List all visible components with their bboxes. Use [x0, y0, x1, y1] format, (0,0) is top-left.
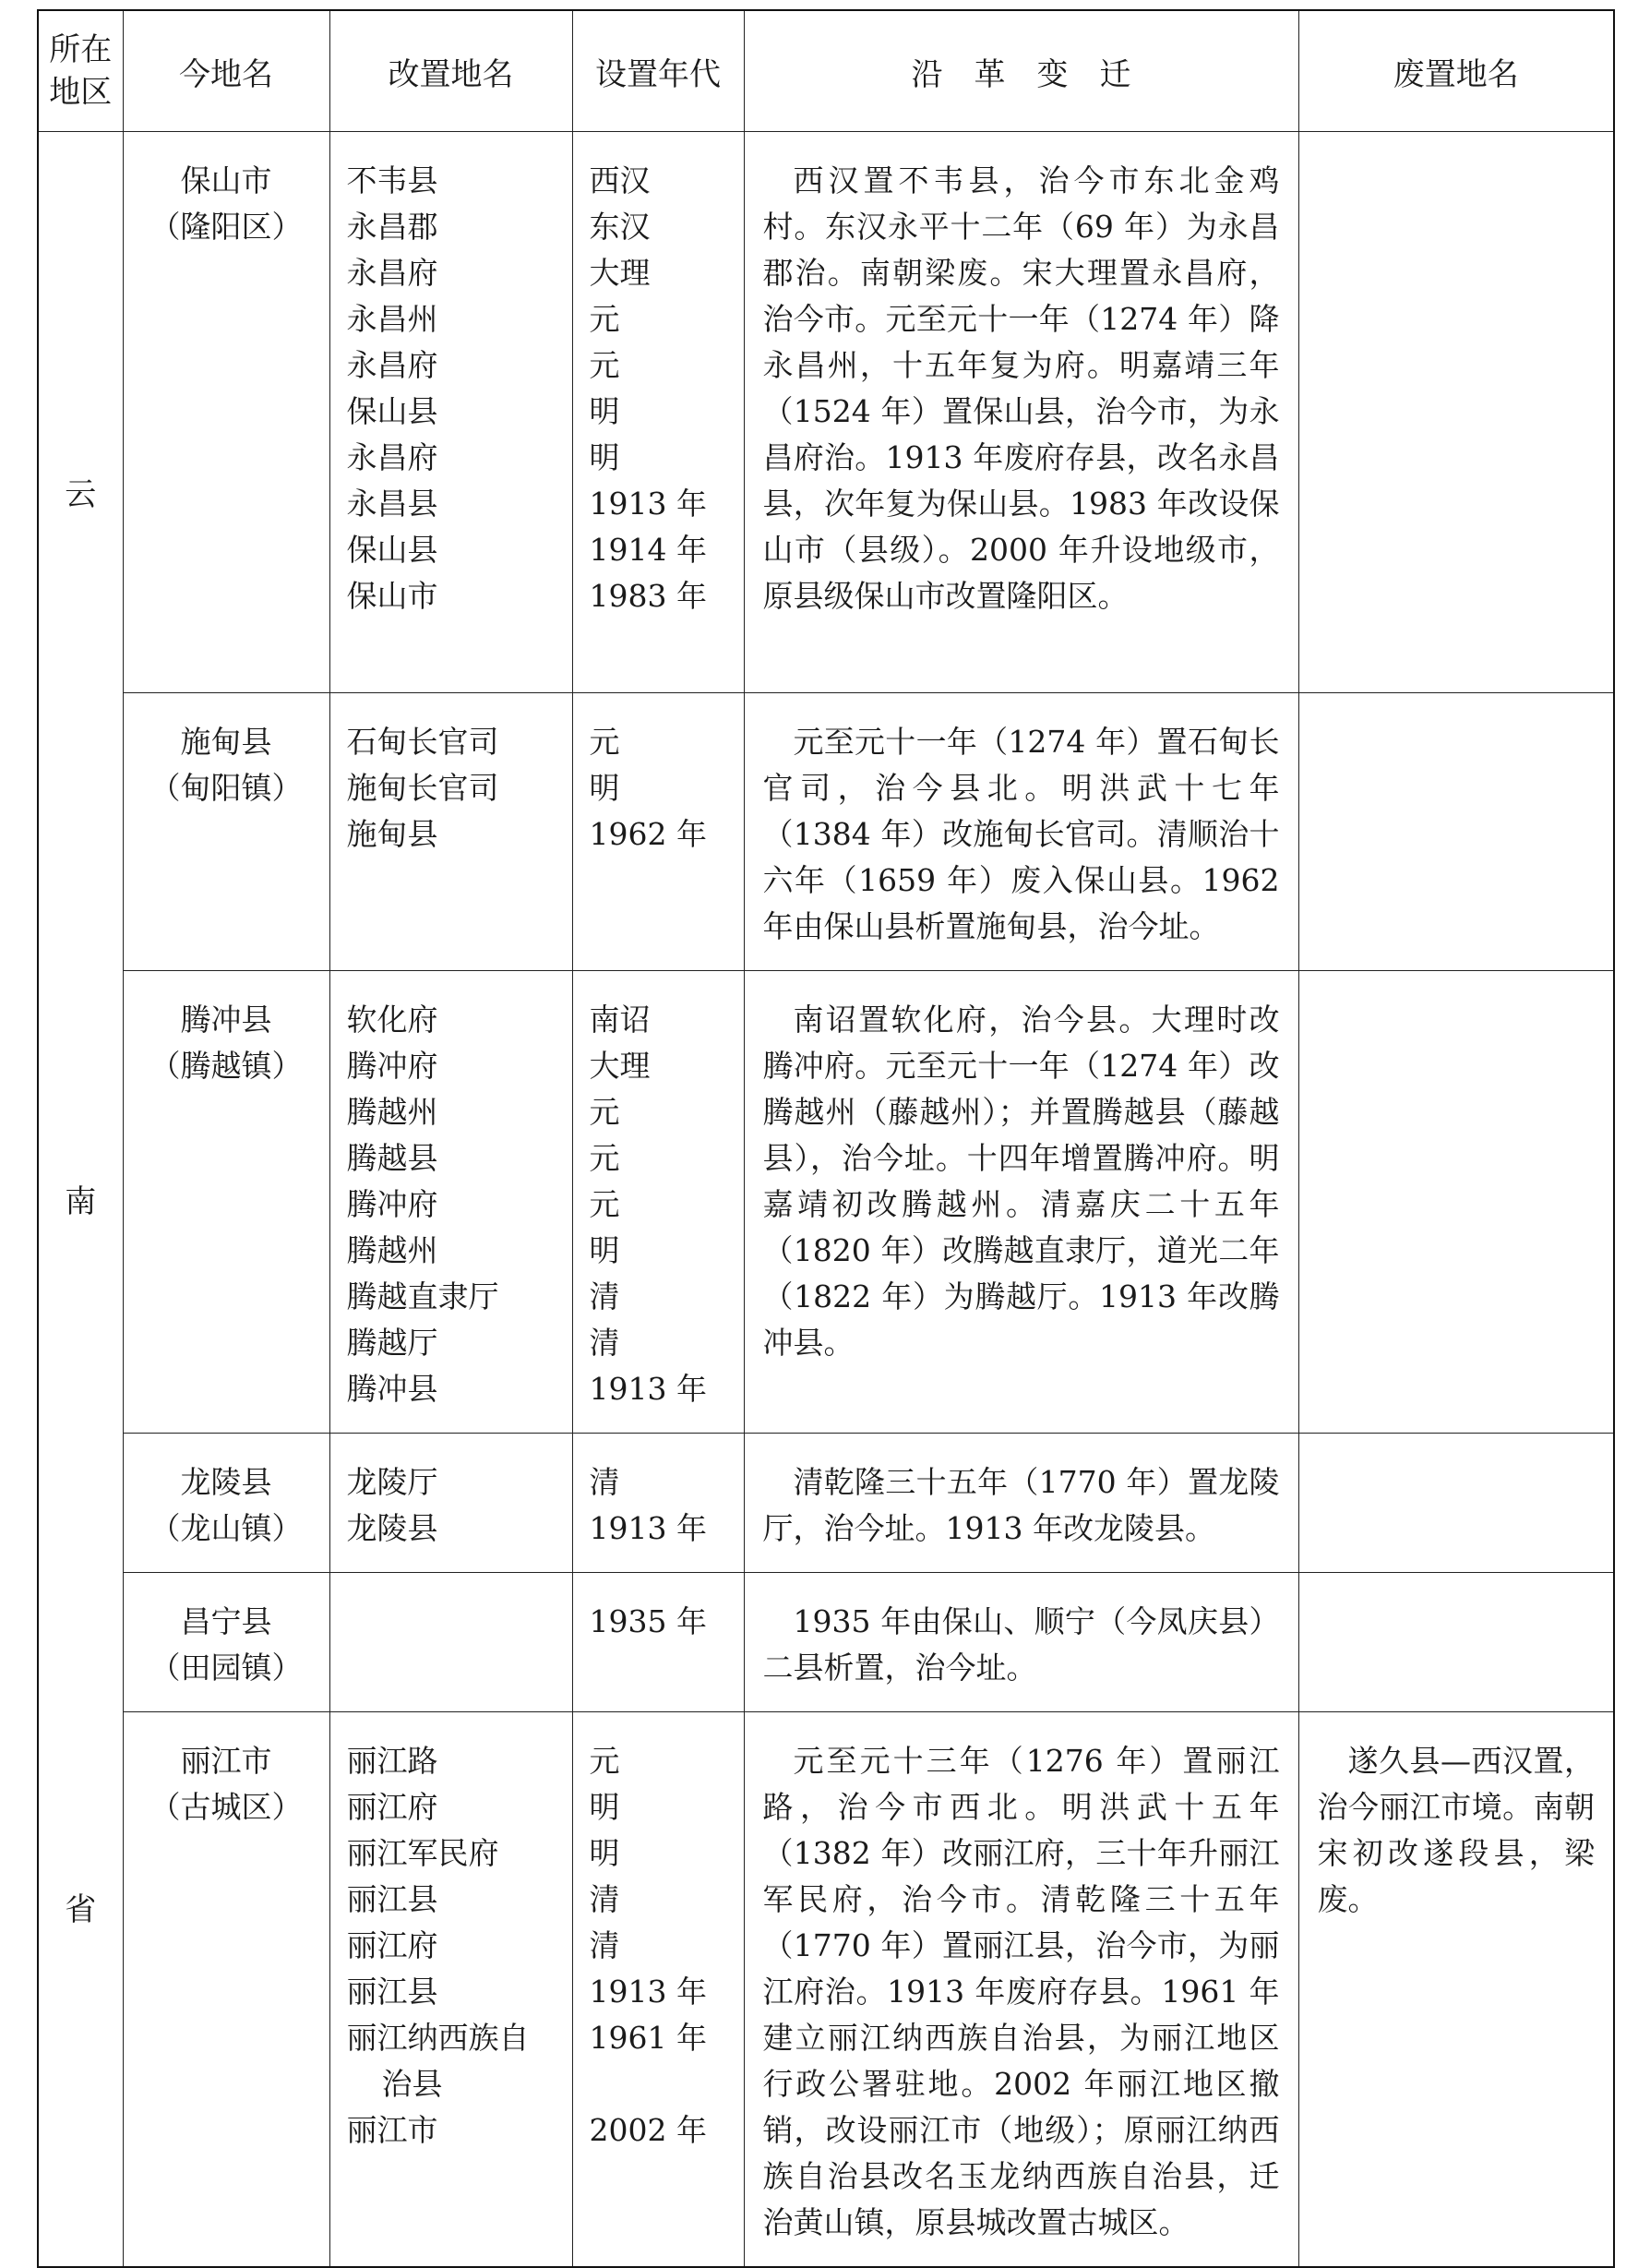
- era-item: [590, 2061, 727, 2107]
- former-names-cell: [329, 1573, 572, 1712]
- former-name-item: 丽江纳西族自: [346, 2020, 530, 2056]
- former-name-item: 永昌府: [346, 439, 438, 475]
- era-item: 1914 年: [589, 532, 707, 568]
- former-name-item: 腾越厅: [346, 1325, 438, 1361]
- former-name-item: 丽江县: [346, 1974, 438, 2010]
- current-name-cell: [123, 1573, 329, 1712]
- header-region-line1: 所在: [49, 31, 113, 68]
- gazetteer-table-page: [37, 9, 1613, 2245]
- header-current-name: 今地名: [123, 10, 329, 132]
- era-item: 清: [589, 1278, 620, 1314]
- history-cell: 元至元十一年（1274 年）置石甸长官司，治今县北。明洪武十七年（1384 年）改施甸长官司。清顺治十六年（1659 年）废入保山县。1962 年由保山县析置施甸县，治今址。: [744, 693, 1298, 971]
- current-name-cell: [123, 693, 329, 971]
- former-name-item: 龙陵县: [346, 1510, 438, 1546]
- abolished-names-cell: [1298, 1573, 1614, 1712]
- current-seat-name: （隆阳区）: [149, 209, 303, 245]
- header-region-line2: 地区: [49, 74, 113, 111]
- current-place-name: 昌宁县: [180, 1603, 272, 1639]
- former-name-item: 保山市: [346, 578, 438, 614]
- current-place-name: 丽江市: [180, 1743, 272, 1779]
- former-name-item: 丽江军民府: [346, 1835, 499, 1871]
- header-row: [38, 10, 1614, 132]
- history-cell: 清乾隆三十五年（1770 年）置龙陵厅，治今址。1913 年改龙陵县。: [744, 1434, 1298, 1573]
- table-row: [38, 132, 1614, 693]
- abolished-names-cell: [1298, 693, 1614, 971]
- former-name-item: 腾越县: [346, 1140, 438, 1176]
- era-item: 西汉: [589, 162, 651, 198]
- current-name-cell: [123, 1712, 329, 2268]
- former-name-item: 腾冲府: [346, 1048, 438, 1084]
- former-name-item: 保山县: [346, 532, 438, 568]
- former-name-item: 丽江市: [346, 2112, 438, 2148]
- era-item: 明: [589, 770, 620, 806]
- current-seat-name: （龙山镇）: [149, 1510, 303, 1546]
- era-item: 元: [589, 1186, 620, 1222]
- era-item: 1913 年: [589, 1371, 707, 1407]
- former-name-item: 永昌府: [346, 255, 438, 291]
- era-item: 1961 年: [589, 2020, 707, 2056]
- era-item: 明: [589, 1232, 620, 1268]
- era-item: 1913 年: [589, 1974, 707, 2010]
- former-name-item: 永昌府: [346, 347, 438, 383]
- former-name-item: 丽江府: [346, 1927, 438, 1963]
- era-item: 明: [589, 1789, 620, 1825]
- table-row: [38, 971, 1614, 1434]
- place-name-history-table: [37, 9, 1615, 2268]
- current-name-cell: [123, 1434, 329, 1573]
- province-char-3: 省: [65, 1891, 97, 1929]
- current-seat-name: （田园镇）: [149, 1650, 303, 1686]
- header-history: 沿 革 变 迁: [744, 10, 1298, 132]
- former-name-item: 施甸县: [346, 816, 438, 852]
- former-name-item: 施甸长官司: [346, 770, 499, 806]
- former-name-item: 腾越州: [346, 1232, 438, 1268]
- era-item: 清: [589, 1325, 620, 1361]
- former-name-item: 软化府: [346, 1002, 438, 1038]
- history-cell: 元至元十三年（1276 年）置丽江路，治今市西北。明洪武十五年（1382 年）改丽江府，三十年升丽江军民府，治今市。清乾隆三十五年（1770 年）置丽江县，治今市，为丽江府治。1913 年废府存县。1961 年建立丽江纳西族自治县，为丽江地区行政公署驻地。2002 年丽江地区撤销，改设丽江市（地级）；原丽江纳西族自治县改名玉龙纳西族自治县，迁治黄山镇，原县城改置古城区。: [744, 1712, 1298, 2268]
- established-era-cell: [572, 1712, 744, 2268]
- former-name-item: 永昌州: [346, 301, 438, 337]
- current-name-cell: [123, 971, 329, 1434]
- era-item: 明: [589, 439, 620, 475]
- former-name-item: 腾冲县: [346, 1371, 438, 1407]
- established-era-cell: [572, 971, 744, 1434]
- province-label: [39, 138, 123, 2261]
- table-row: [38, 693, 1614, 971]
- former-names-cell: [329, 1434, 572, 1573]
- era-item: 元: [589, 1140, 620, 1176]
- era-item: 元: [589, 724, 620, 760]
- era-item: 清: [589, 1881, 620, 1917]
- era-item: 1913 年: [589, 486, 707, 522]
- era-item: 明: [589, 1835, 620, 1871]
- header-region: [38, 10, 123, 132]
- history-cell: 西汉置不韦县，治今市东北金鸡村。东汉永平十二年（69 年）为永昌郡治。南朝梁废。宋大理置永昌府，治今市。元至元十一年（1274 年）降永昌州，十五年复为府。明嘉靖三年（1524 年）置保山县，治今市，为永昌府治。1913 年废府存县，改名永昌县，次年复为保山县。1983 年改设保山市（县级）。2000 年升设地级市，原县级保山市改置隆阳区。: [744, 132, 1298, 693]
- province-char-1: 云: [65, 475, 97, 513]
- former-name-item: 丽江府: [346, 1789, 438, 1825]
- era-item: 清: [589, 1927, 620, 1963]
- header-abolished-names: 废置地名: [1298, 10, 1614, 132]
- era-item: 元: [589, 301, 620, 337]
- era-item: 元: [589, 347, 620, 383]
- header-former-names: 改置地名: [329, 10, 572, 132]
- former-name-item: 不韦县: [346, 162, 438, 198]
- current-seat-name: （甸阳镇）: [149, 770, 303, 806]
- current-place-name: 施甸县: [180, 724, 272, 760]
- established-era-cell: [572, 132, 744, 693]
- era-item: 元: [589, 1743, 620, 1779]
- era-item: 清: [589, 1464, 620, 1500]
- established-era-cell: [572, 1573, 744, 1712]
- current-seat-name: （古城区）: [149, 1789, 303, 1825]
- current-place-name: 保山市: [180, 162, 272, 198]
- established-era-cell: [572, 1434, 744, 1573]
- abolished-names-cell: 遂久县—西汉置，治今丽江市境。南朝宋初改遂段县，梁废。: [1298, 1712, 1614, 2268]
- header-established-era: 设置年代: [572, 10, 744, 132]
- table-row: [38, 1712, 1614, 2268]
- era-item: 1913 年: [589, 1510, 707, 1546]
- current-place-name: 腾冲县: [180, 1002, 272, 1038]
- province-char-2: 南: [65, 1183, 97, 1221]
- abolished-names-cell: [1298, 971, 1614, 1434]
- era-item: 东汉: [589, 209, 651, 245]
- era-item: 大理: [589, 255, 651, 291]
- former-name-item: 丽江县: [346, 1881, 438, 1917]
- former-name-item: 永昌郡: [346, 209, 438, 245]
- former-name-item: 腾越直隶厅: [346, 1278, 499, 1314]
- former-names-cell: [329, 693, 572, 971]
- history-cell: 南诏置软化府，治今县。大理时改腾冲府。元至元十一年（1274 年）改腾越州（藤越州）；并置腾越县（藤越县），治今址。十四年增置腾冲府。明嘉靖初改腾越州。清嘉庆二十五年（1820 年）改腾越直隶厅，道光二年（1822 年）为腾越厅。1913 年改腾冲县。: [744, 971, 1298, 1434]
- era-item: 南诏: [589, 1002, 651, 1038]
- table-body: [38, 132, 1614, 2268]
- era-item: 1983 年: [589, 578, 707, 614]
- former-names-cell: [329, 971, 572, 1434]
- former-name-item: 永昌县: [346, 486, 438, 522]
- current-seat-name: （腾越镇）: [149, 1048, 303, 1084]
- former-name-item: 龙陵厅: [346, 1464, 438, 1500]
- former-name-item: 保山县: [346, 393, 438, 429]
- former-names-cell: [329, 132, 572, 693]
- former-name-item: 腾冲府: [346, 1186, 438, 1222]
- former-names-cell: [329, 1712, 572, 2268]
- former-name-item: 丽江路: [346, 1743, 438, 1779]
- abolished-names-cell: [1298, 132, 1614, 693]
- era-item: 元: [589, 1094, 620, 1130]
- table-row: [38, 1573, 1614, 1712]
- era-item: 1962 年: [589, 816, 707, 852]
- former-name-item: 腾越州: [346, 1094, 438, 1130]
- table-row: [38, 1434, 1614, 1573]
- established-era-cell: [572, 693, 744, 971]
- era-item: 大理: [589, 1048, 651, 1084]
- era-item: 2002 年: [589, 2112, 707, 2148]
- former-name-item: 石甸长官司: [346, 724, 499, 760]
- history-cell: 1935 年由保山、顺宁（今凤庆县）二县析置，治今址。: [744, 1573, 1298, 1712]
- abolished-names-cell: [1298, 1434, 1614, 1573]
- era-item: 1935 年: [589, 1603, 707, 1639]
- current-place-name: 龙陵县: [180, 1464, 272, 1500]
- era-item: 明: [589, 393, 620, 429]
- former-name-item: 治县: [381, 2066, 443, 2102]
- current-name-cell: [123, 132, 329, 693]
- province-cell: [38, 132, 123, 2268]
